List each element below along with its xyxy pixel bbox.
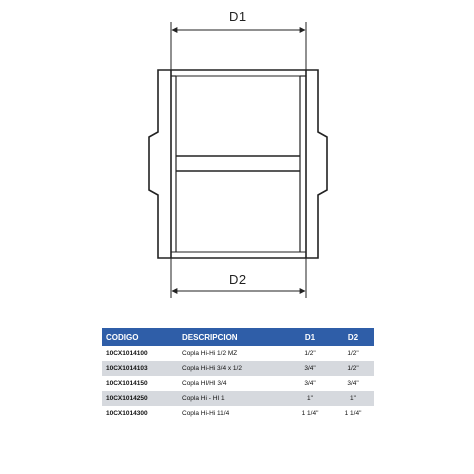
cell-codigo: 10CX1014103 bbox=[102, 361, 178, 376]
cell-codigo: 10CX1014250 bbox=[102, 391, 178, 406]
d1-dimension bbox=[171, 22, 306, 70]
cell-d1: 1/2" bbox=[288, 346, 332, 361]
cell-d2: 1 1/4" bbox=[332, 406, 374, 421]
cell-d1: 1 1/4" bbox=[288, 406, 332, 421]
cell-descripcion: Copla Hi-Hi 1/2 MZ bbox=[178, 346, 288, 361]
table-row bbox=[102, 406, 374, 421]
table-header-row bbox=[102, 328, 374, 346]
cell-d2: 1" bbox=[332, 391, 374, 406]
cell-descripcion: Copla Hi - HI 1 bbox=[178, 391, 288, 406]
cell-descripcion: Copla Hi-Hi 3/4 x 1/2 bbox=[178, 361, 288, 376]
cell-descripcion: Copla HI/HI 3/4 bbox=[178, 376, 288, 391]
cell-d2: 1/2" bbox=[332, 361, 374, 376]
table-row bbox=[102, 361, 374, 376]
d2-label: D2 bbox=[229, 272, 247, 287]
table-row bbox=[102, 376, 374, 391]
header-d1: D1 bbox=[288, 328, 332, 346]
cell-d1: 1" bbox=[288, 391, 332, 406]
product-spec-table bbox=[102, 328, 374, 421]
header-codigo: CODIGO bbox=[102, 328, 178, 346]
cell-d2: 1/2" bbox=[332, 346, 374, 361]
cell-codigo: 10CX1014100 bbox=[102, 346, 178, 361]
cell-codigo: 10CX1014300 bbox=[102, 406, 178, 421]
cell-descripcion: Copla Hi-Hi 11/4 bbox=[178, 406, 288, 421]
cell-d1: 3/4" bbox=[288, 361, 332, 376]
table-row bbox=[102, 346, 374, 361]
cell-codigo: 10CX1014150 bbox=[102, 376, 178, 391]
cell-d1: 3/4" bbox=[288, 376, 332, 391]
d1-label: D1 bbox=[229, 9, 247, 24]
table-row bbox=[102, 391, 374, 406]
cell-d2: 3/4" bbox=[332, 376, 374, 391]
header-descripcion: DESCRIPCION bbox=[178, 328, 288, 346]
header-d2: D2 bbox=[332, 328, 374, 346]
coupling-body bbox=[149, 70, 327, 258]
